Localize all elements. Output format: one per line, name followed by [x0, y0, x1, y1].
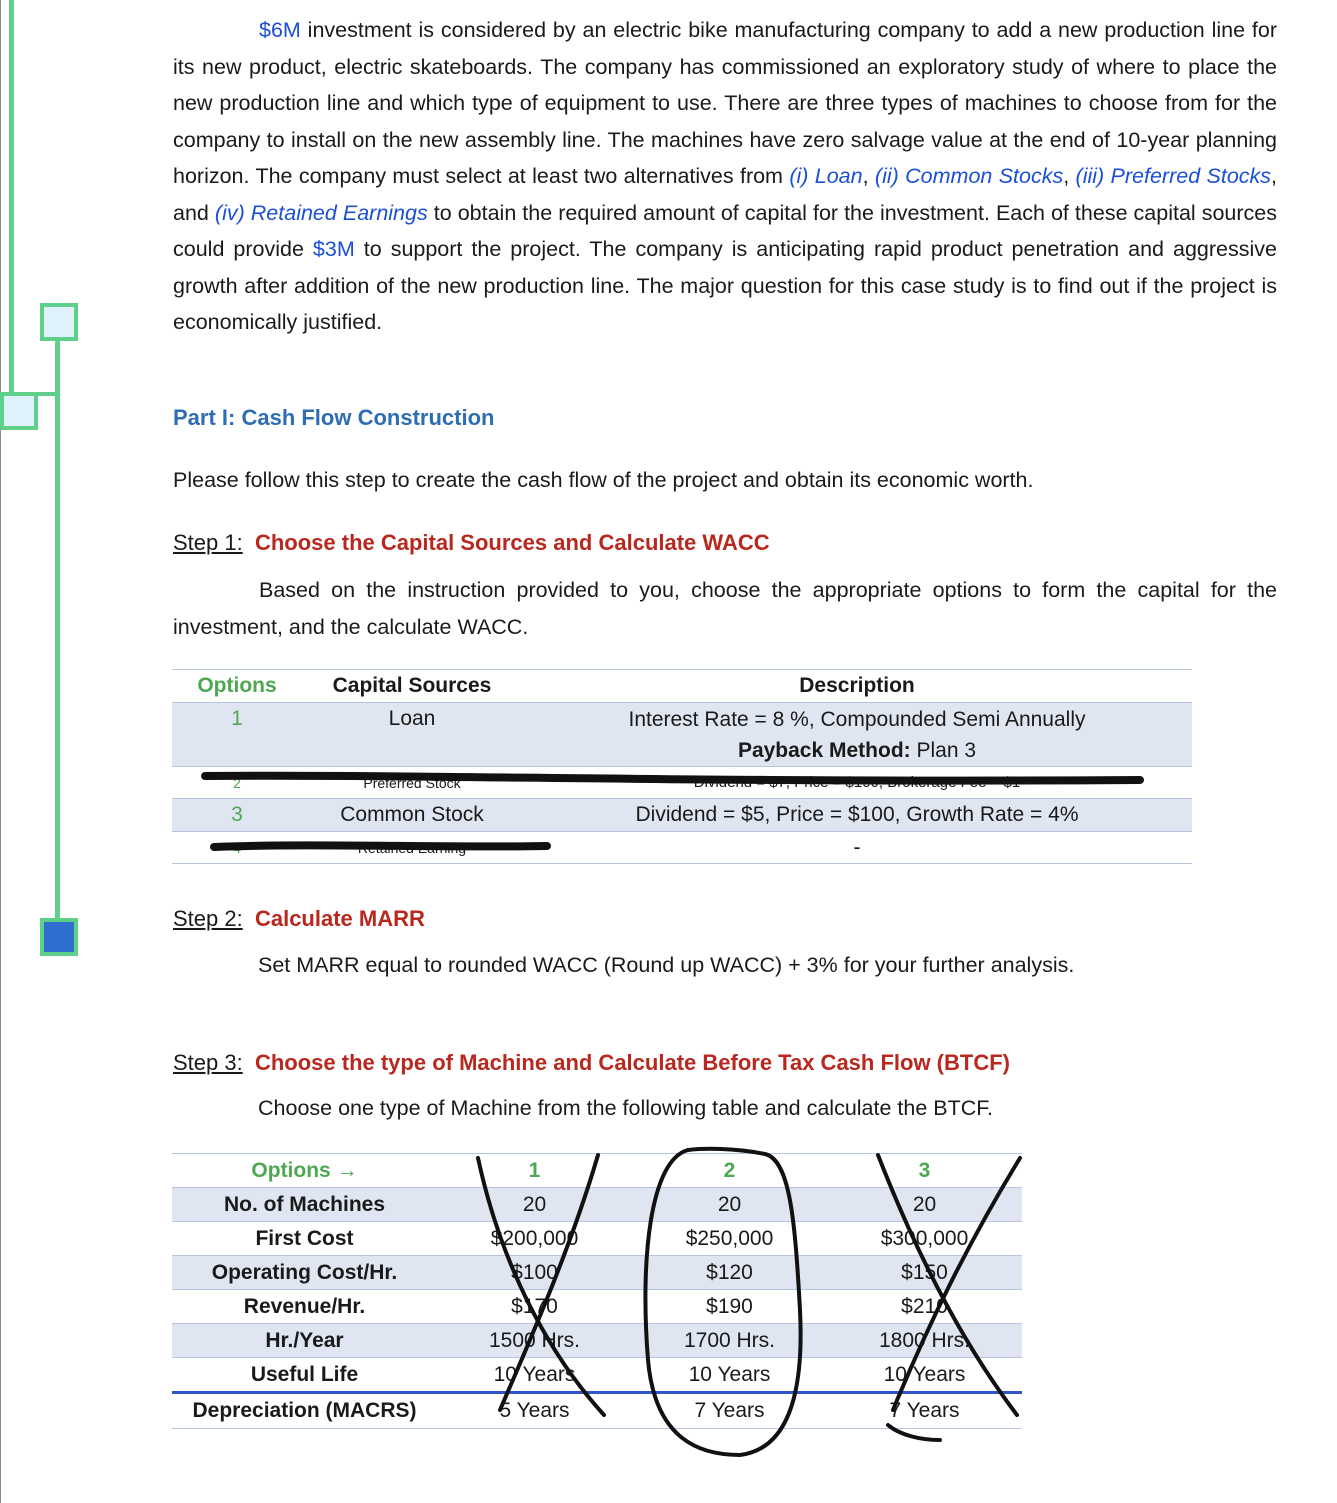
intro-opt-preferred: (iii) Preferred Stocks	[1075, 164, 1272, 188]
machine-cell: 10 Years	[493, 1362, 576, 1386]
intro-sep-3: , and	[173, 164, 1278, 225]
machine-option-3: 3	[918, 1158, 931, 1182]
cross-option-1-b	[500, 1155, 598, 1410]
machine-cell: 5 Years	[499, 1399, 570, 1422]
intro-sep-2: ,	[1063, 164, 1076, 188]
machine-cell: 10 Years	[883, 1362, 966, 1386]
intro-amount: $6M	[259, 18, 301, 42]
machine-options-label: Options →	[251, 1158, 358, 1182]
step2-text: Set MARR equal to rounded WACC (Round up WACC) + 3% for your further analysis.	[258, 953, 1075, 977]
machine-row-label: Hr./Year	[265, 1328, 344, 1352]
machine-cell: 1700 Hrs.	[683, 1328, 776, 1352]
intro-text-1: investment is considered by an electric bike manufacturing company to add a new production line for its new product, electric skateboards. The company has commissioned an exploratory study of where to place the new production line and which type of equipment to use. There are three types of machines to choose from for the company to install on the new assembly line. The machines have zero salvage value at the end of 10-year planning horizon. The company must select at least two alternatives from	[173, 18, 1277, 188]
machine-cell: 10 Years	[688, 1362, 771, 1386]
machine-cell: $100	[511, 1260, 558, 1284]
machine-cell: $150	[901, 1260, 948, 1284]
cross-option-3-a	[878, 1155, 1017, 1415]
cap-source-3: Common Stock	[340, 803, 484, 826]
cap-source-4: Retained Earning	[357, 839, 467, 856]
intro-amount-2: $3M	[312, 237, 355, 261]
step2-heading	[173, 906, 425, 932]
machine-cell: $200,000	[490, 1226, 579, 1250]
cap-source-2: Preferred Stock	[363, 774, 461, 791]
cap-header-options: Options	[197, 674, 277, 697]
cap-header-description: Description	[799, 674, 915, 697]
step1-text: Based on the instruction provided to you, choose the appropriate options to form the capital for the investment, and the calculate WACC.	[173, 578, 1277, 639]
cap-source-1: Loan	[388, 707, 436, 730]
machine-cell: $250,000	[685, 1226, 774, 1250]
machine-cell: $170	[511, 1294, 558, 1318]
machine-row-label: No. of Machines	[223, 1192, 386, 1216]
cap-desc-1-line1: Interest Rate = 8 %, Compounded Semi Annually	[628, 707, 1086, 731]
cap-option-1: 1	[231, 707, 243, 730]
part1-title: Part I: Cash Flow Construction	[173, 405, 495, 430]
machine-row-label: Revenue/Hr.	[243, 1294, 366, 1318]
cap-desc-4: -	[853, 835, 861, 859]
cap-header-sources: Capital Sources	[332, 674, 492, 697]
strike-row-retained	[214, 845, 547, 847]
machine-row-label: Operating Cost/Hr.	[211, 1260, 398, 1284]
cap-desc-1-bold: Payback Method:	[737, 738, 911, 762]
step1-label: Step 1:	[173, 530, 243, 555]
part1-instruction: Please follow this step to create the cash flow of the project and obtain its economic worth.	[173, 468, 1034, 492]
cap-desc-2: Dividend = $7, Price = $100, Brokerage Fee = $1	[693, 774, 1021, 791]
machine-option-1: 1	[528, 1158, 541, 1182]
machine-row-label: First Cost	[255, 1226, 354, 1250]
machine-cell: $120	[706, 1260, 753, 1284]
machine-option-2: 2	[723, 1158, 736, 1182]
cap-desc-3: Dividend = $5, Price = $100, Growth Rate = 4%	[635, 803, 1079, 826]
cross-option-3-b	[893, 1158, 1020, 1410]
step3-label: Step 3:	[173, 1050, 243, 1075]
step2-title: Calculate MARR	[254, 906, 425, 931]
intro-opt-loan: (i) Loan	[789, 164, 863, 188]
machine-cell: 7 Years	[694, 1399, 765, 1422]
strike-row-preferred	[205, 776, 1140, 781]
cap-option-3: 3	[231, 803, 243, 826]
handwritten-annotations	[0, 1140, 1337, 1503]
cap-option-4: 4	[233, 839, 241, 856]
machine-cell: $190	[706, 1294, 753, 1318]
machine-cell: 20	[717, 1192, 742, 1216]
cap-desc-1-plan: Plan 3	[910, 738, 977, 762]
machine-cell: 20	[522, 1192, 547, 1216]
intro-opt-common: (ii) Common Stocks	[874, 164, 1064, 188]
step3-title: Choose the type of Machine and Calculate Before Tax Cash Flow (BTCF)	[254, 1050, 1010, 1075]
machine-cell: 7 Years	[889, 1399, 960, 1422]
machine-cell: $210	[901, 1294, 948, 1318]
step3-heading	[173, 1050, 1010, 1076]
machine-cell: $300,000	[880, 1226, 969, 1250]
step3-text: Choose one type of Machine from the following table and calculate the BTCF.	[258, 1096, 993, 1120]
machine-cell: 1800 Hrs.	[878, 1328, 971, 1352]
intro-sep-1: ,	[862, 164, 875, 188]
step2-label: Step 2:	[173, 906, 243, 931]
intro-opt-retained: (iv) Retained Earnings	[214, 200, 428, 225]
machine-cell: 1500 Hrs.	[488, 1328, 581, 1352]
comment-handle-bottom[interactable]	[40, 918, 78, 956]
circle-option-2	[645, 1149, 800, 1455]
machine-cell: 20	[912, 1192, 937, 1216]
machine-row-label: Depreciation (MACRS)	[192, 1399, 417, 1422]
intro-text-2: to obtain the required amount of capital for the investment. Each of these capital sources could provide	[173, 200, 1277, 261]
cross-option-3-tail	[888, 1425, 940, 1440]
machine-row-label: Useful Life	[250, 1362, 359, 1386]
cap-option-2: 2	[233, 774, 241, 791]
intro-text-3: to support the project. The company is anticipating rapid product penetration and aggressive growth after addition of the new production line. The major question for this case study is to find out if the project is economically justified.	[173, 237, 1277, 334]
step1-title: Choose the Capital Sources and Calculate WACC	[254, 530, 770, 555]
